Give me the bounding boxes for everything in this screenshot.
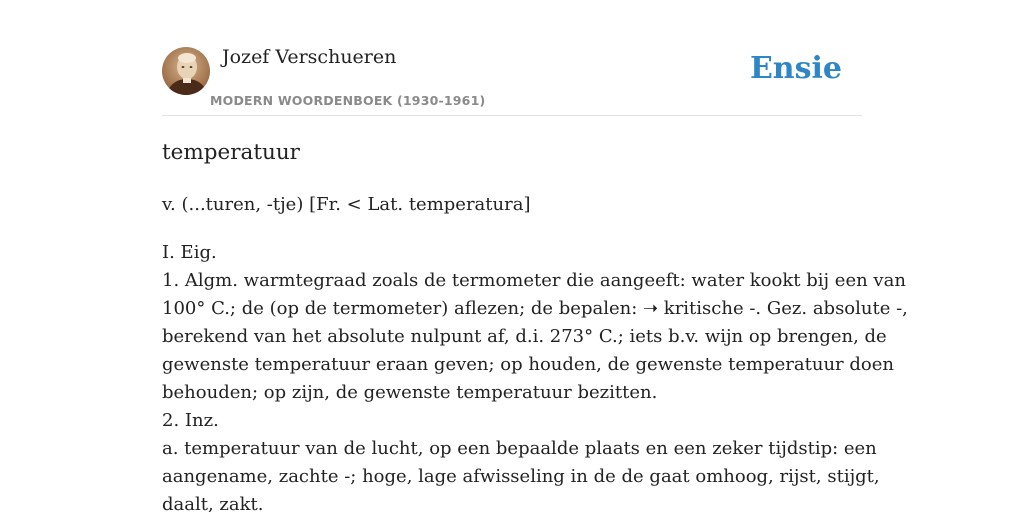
author-name[interactable]: Jozef Verschueren bbox=[222, 46, 397, 68]
entry-grammar: v. (...turen, -tje) [Fr. < Lat. temperatura] bbox=[162, 194, 531, 215]
definition-line: gewenste temperatuur eraan geven; op houden, de gewenste temperatuur doen bbox=[162, 354, 894, 375]
definition-line: 2. Inz. bbox=[162, 410, 219, 431]
author-header bbox=[162, 44, 862, 116]
ensie-logo[interactable]: Ensie bbox=[749, 51, 842, 86]
definition-line: 1. Algm. warmtegraad zoals de termometer die aangeeft: water kookt bij een van bbox=[162, 270, 906, 291]
definition-line: a. temperatuur van de lucht, op een bepaalde plaats en een zeker tijdstip: een bbox=[162, 438, 877, 459]
header-divider bbox=[162, 115, 862, 116]
author-avatar[interactable] bbox=[162, 47, 210, 95]
definition-line: 100° C.; de (op de termometer) aflezen; de bepalen: ➝ kritische -. Gez. absolute -, bbox=[162, 298, 908, 319]
entry-headword: temperatuur bbox=[162, 140, 300, 165]
dictionary-source[interactable]: MODERN WOORDENBOEK (1930-1961) bbox=[210, 93, 486, 108]
definition-line: I. Eig. bbox=[162, 242, 217, 263]
definition-line: berekend van het absolute nulpunt af, d.i. 273° C.; iets b.v. wijn op brengen, de bbox=[162, 326, 887, 347]
entry-definition bbox=[162, 239, 908, 512]
definition-line: aangename, zachte -; hoge, lage afwisseling in de de gaat omhoog, rijst, stijgt, bbox=[162, 466, 880, 487]
portrait-icon bbox=[162, 47, 210, 95]
definition-line: behouden; op zijn, de gewenste temperatuur bezitten. bbox=[162, 382, 658, 403]
definition-line: daalt, zakt. bbox=[162, 494, 264, 512]
